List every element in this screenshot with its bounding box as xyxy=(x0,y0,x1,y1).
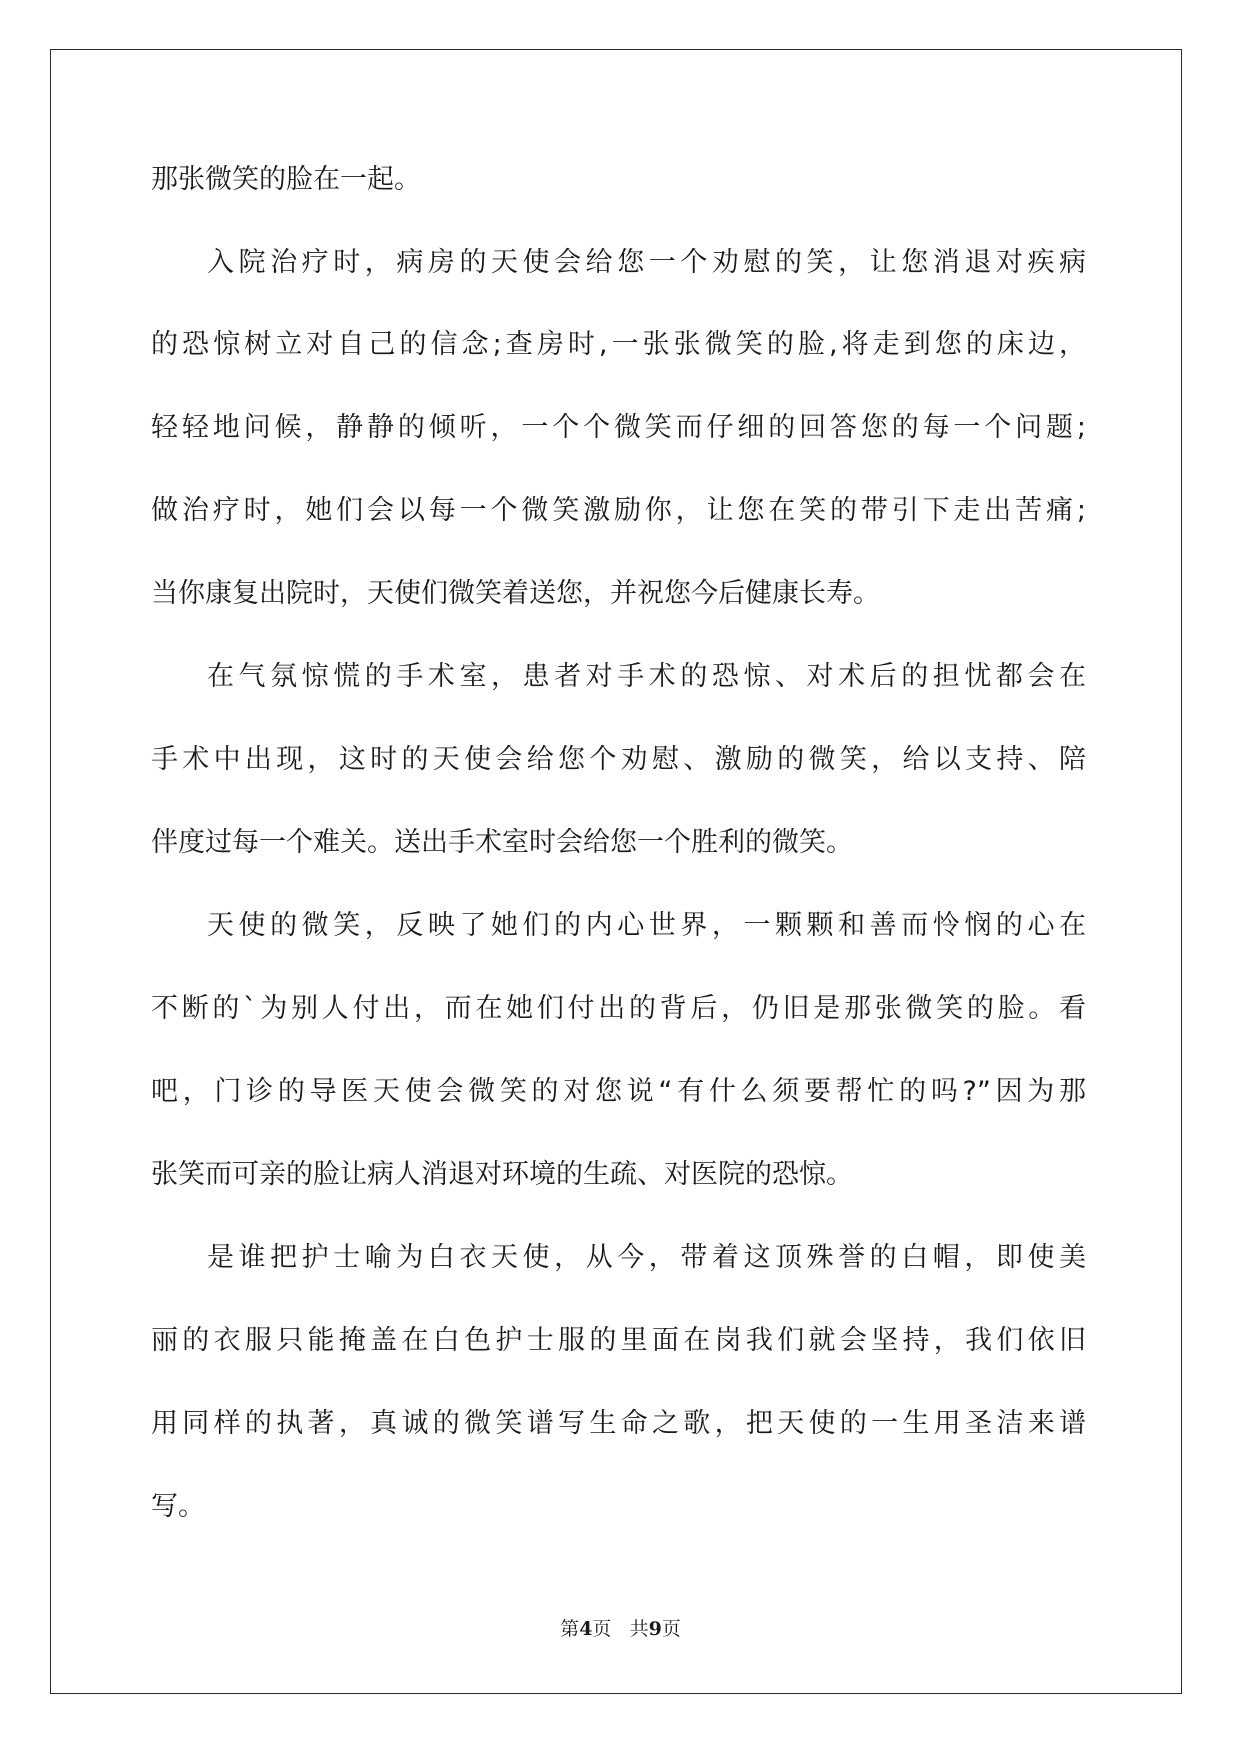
text-line: 吧，门诊的导医天使会微笑的对您说“有什么须要帮忙的吗?”因为那 xyxy=(151,1076,1086,1107)
footer-total-suffix: 页 xyxy=(661,1618,681,1640)
current-page-number: 4 xyxy=(579,1618,593,1640)
text-line: 是谁把护士喻为白衣天使，从今，带着这顶殊誉的白帽，即使美 xyxy=(207,1242,1086,1273)
footer-prefix: 第 xyxy=(560,1618,580,1640)
text-line: 写。 xyxy=(151,1491,205,1522)
text-line: 轻轻地问候，静静的倾听，一个个微笑而仔细的回答您的每一个问题; xyxy=(151,412,1086,443)
total-page-number: 9 xyxy=(648,1618,662,1640)
text-line: 在气氛惊慌的手术室，患者对手术的恐惊、对术后的担忧都会在 xyxy=(207,661,1086,692)
text-line: 不断的`为别人付出，而在她们付出的背后，仍旧是那张微笑的脸。看 xyxy=(151,993,1086,1024)
text-line: 天使的微笑，反映了她们的内心世界，一颗颗和善而怜悯的心在 xyxy=(207,910,1086,941)
footer-total-prefix: 共 xyxy=(629,1618,649,1640)
text-line: 当你康复出院时，天使们微笑着送您，并祝您今后健康长寿。 xyxy=(151,578,880,609)
text-line: 丽的衣服只能掩盖在白色护士服的里面在岗我们就会坚持，我们依旧 xyxy=(151,1325,1086,1356)
text-line: 的恐惊树立对自己的信念;查房时,一张张微笑的脸,将走到您的床边， xyxy=(151,329,1086,360)
page-footer xyxy=(0,1614,1241,1641)
text-line: 用同样的执著，真诚的微笑谱写生命之歌，把天使的一生用圣洁来谱 xyxy=(151,1408,1086,1439)
text-line: 张笑而可亲的脸让病人消退对环境的生疏、对医院的恐惊。 xyxy=(151,1159,853,1190)
text-line: 做治疗时，她们会以每一个微笑激励你，让您在笑的带引下走出苦痛; xyxy=(151,495,1086,526)
page-border xyxy=(50,49,1182,1694)
text-line: 伴度过每一个难关。送出手术室时会给您一个胜利的微笑。 xyxy=(151,827,853,858)
text-line: 手术中出现，这时的天使会给您个劝慰、激励的微笑，给以支持、陪 xyxy=(151,744,1086,775)
footer-page-suffix: 页 xyxy=(592,1618,612,1640)
text-line: 入院治疗时，病房的天使会给您一个劝慰的笑，让您消退对疾病 xyxy=(207,247,1086,278)
text-line: 那张微笑的脸在一起。 xyxy=(151,164,421,195)
